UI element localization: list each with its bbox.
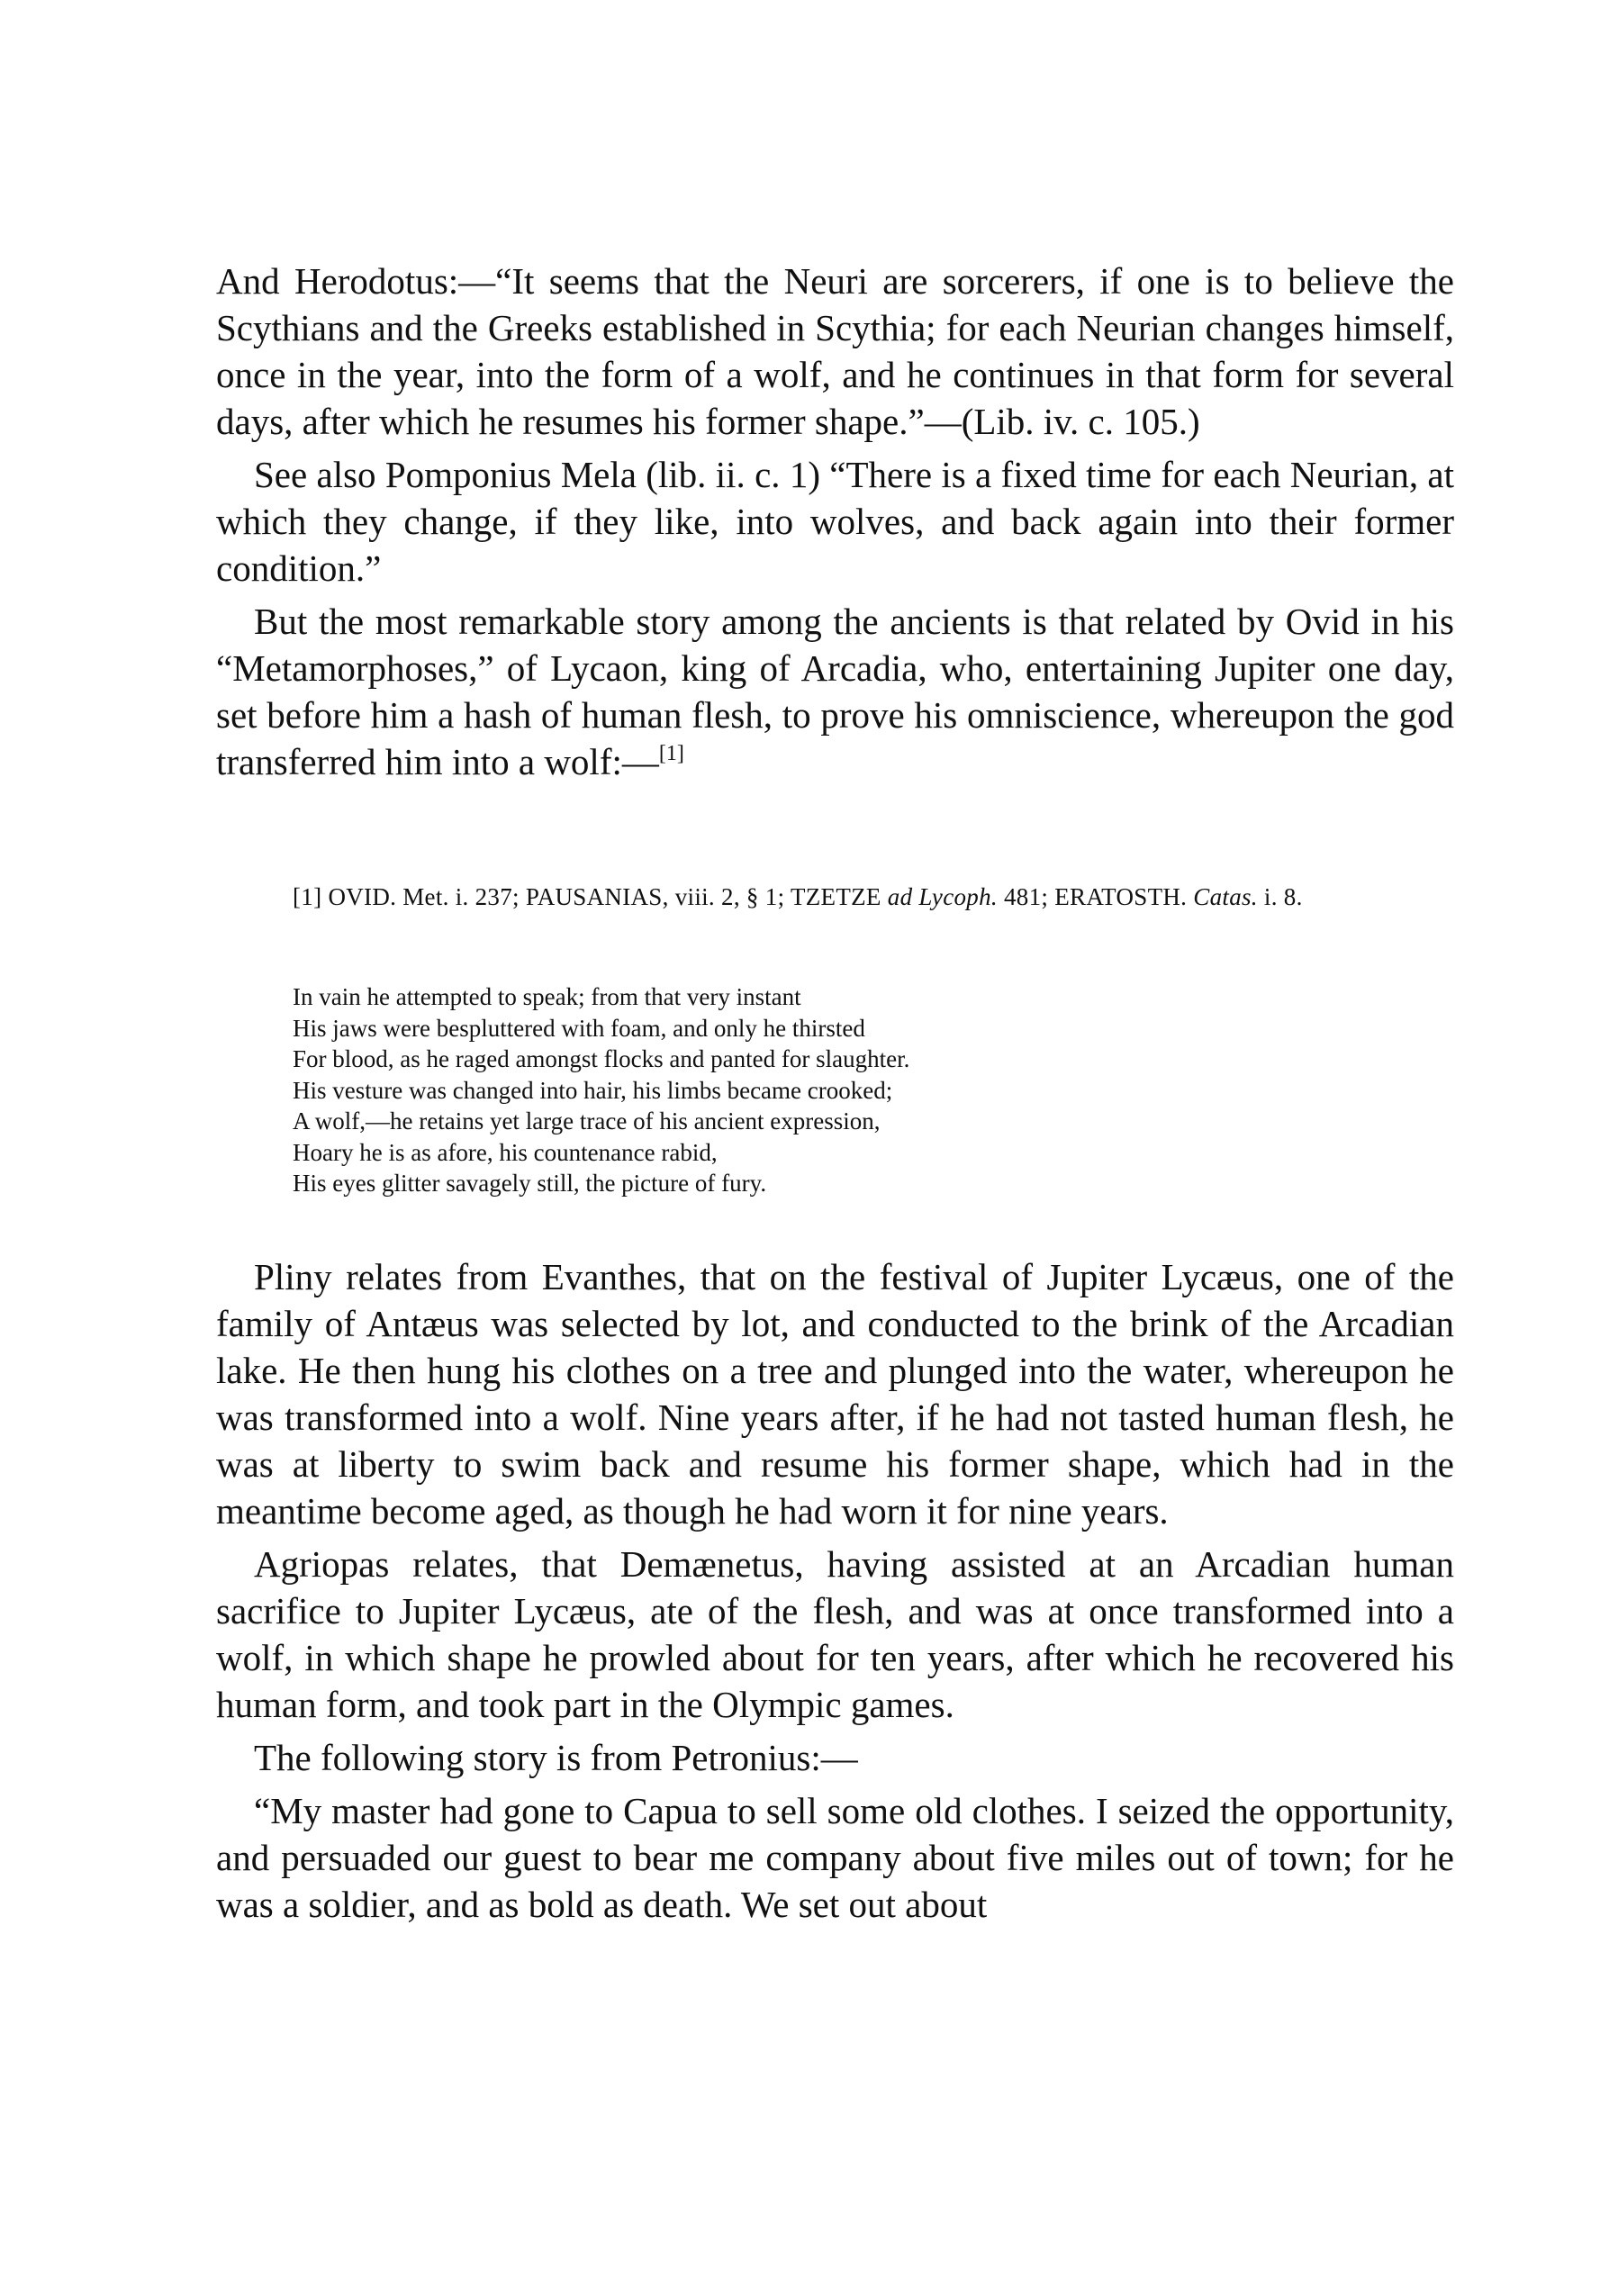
footnote-text-1: OVID. Met. i. 237; PAUSANIAS, viii. 2, § 1; TZETZE [321,883,888,910]
footnote-marker: [1] [293,883,322,910]
main-text-bottom [216,1253,1454,1934]
paragraph-pliny: Pliny relates from Evanthes, that on the festival of Jupiter Lycæus, one of the family of Antæus was selected by lot, and conducted to the brink of the Arcadian lake. He then hung his clothes on a tree and plunged into the water, whereupon he was transformed into a wolf. Nine years after, if he had not tasted human flesh, he was at liberty to swim back and resume his former shape, which had in the meantime become aged, as though he had worn it for nine years. [216,1256,1454,1532]
paragraph-agriopas: Agriopas relates, that Demænetus, having assisted at an Arcadian human sacrifice to Jupiter Lycæus, ate of the flesh, and was at once transformed into a wolf, in which shape he prowled about for ten years, after which he recovered his human form, and took part in the Olympic games. [216,1543,1454,1725]
paragraph-ovid [216,598,1454,785]
paragraph-petronius-intro: The following story is from Petronius:— [254,1737,858,1778]
verse-quotation [293,981,1283,1199]
paragraph-ovid-text: But the most remarkable story among the ancients is that related by Ovid in his “Metamorphoses,” of Lycaon, king of Arcadia, who, entertaining Jupiter one day, set before him a hash of human flesh, to prove his omniscience, whereupon the god transferred him into a wolf:— [216,601,1454,782]
paragraph-petronius-story: “My master had gone to Capua to sell some old clothes. I seized the opportunity, and persuaded our guest to bear me company about five miles out of town; for he was a soldier, and as bold as death. We set out about [216,1790,1454,1925]
verse-line: His jaws were bespluttered with foam, and only he thirsted [293,1014,865,1042]
verse-line: Hoary he is as afore, his countenance rabid, [293,1138,718,1166]
footnote-reference[interactable]: [1] [658,742,684,765]
verse-line: His vesture was changed into hair, his limbs became crooked; [293,1076,893,1104]
verse-line: For blood, as he raged amongst flocks and panted for slaughter. [293,1045,910,1072]
verse-line: His eyes glitter savagely still, the picture of fury. [293,1170,767,1197]
paragraph-herodotus: And Herodotus:—“It seems that the Neuri are sorcerers, if one is to believe the Scythians and the Greeks established in Scythia; for each Neurian changes himself, once in the year, into the form of a wolf, and he continues in that form for several days, after which he resumes his former shape.”—(Lib. iv. c. 105.) [216,260,1454,442]
footnote-italic-1: ad Lycoph. [887,883,998,910]
paragraph-pomponius-mela: See also Pomponius Mela (lib. ii. c. 1) “There is a fixed time for each Neurian, at which they change, if they like, into wolves, and back again into their former condition.” [216,454,1454,589]
footnote-1 [293,881,1355,913]
footnote-text-3: i. 8. [1257,883,1303,910]
main-text-top [216,258,1454,791]
footnote-text-2: 481; ERATOSTH. [997,883,1194,910]
verse-line: In vain he attempted to speak; from that very instant [293,983,801,1010]
verse-line: A wolf,—he retains yet large trace of his ancient expression, [293,1107,881,1134]
footnote-italic-2: Catas. [1193,883,1258,910]
